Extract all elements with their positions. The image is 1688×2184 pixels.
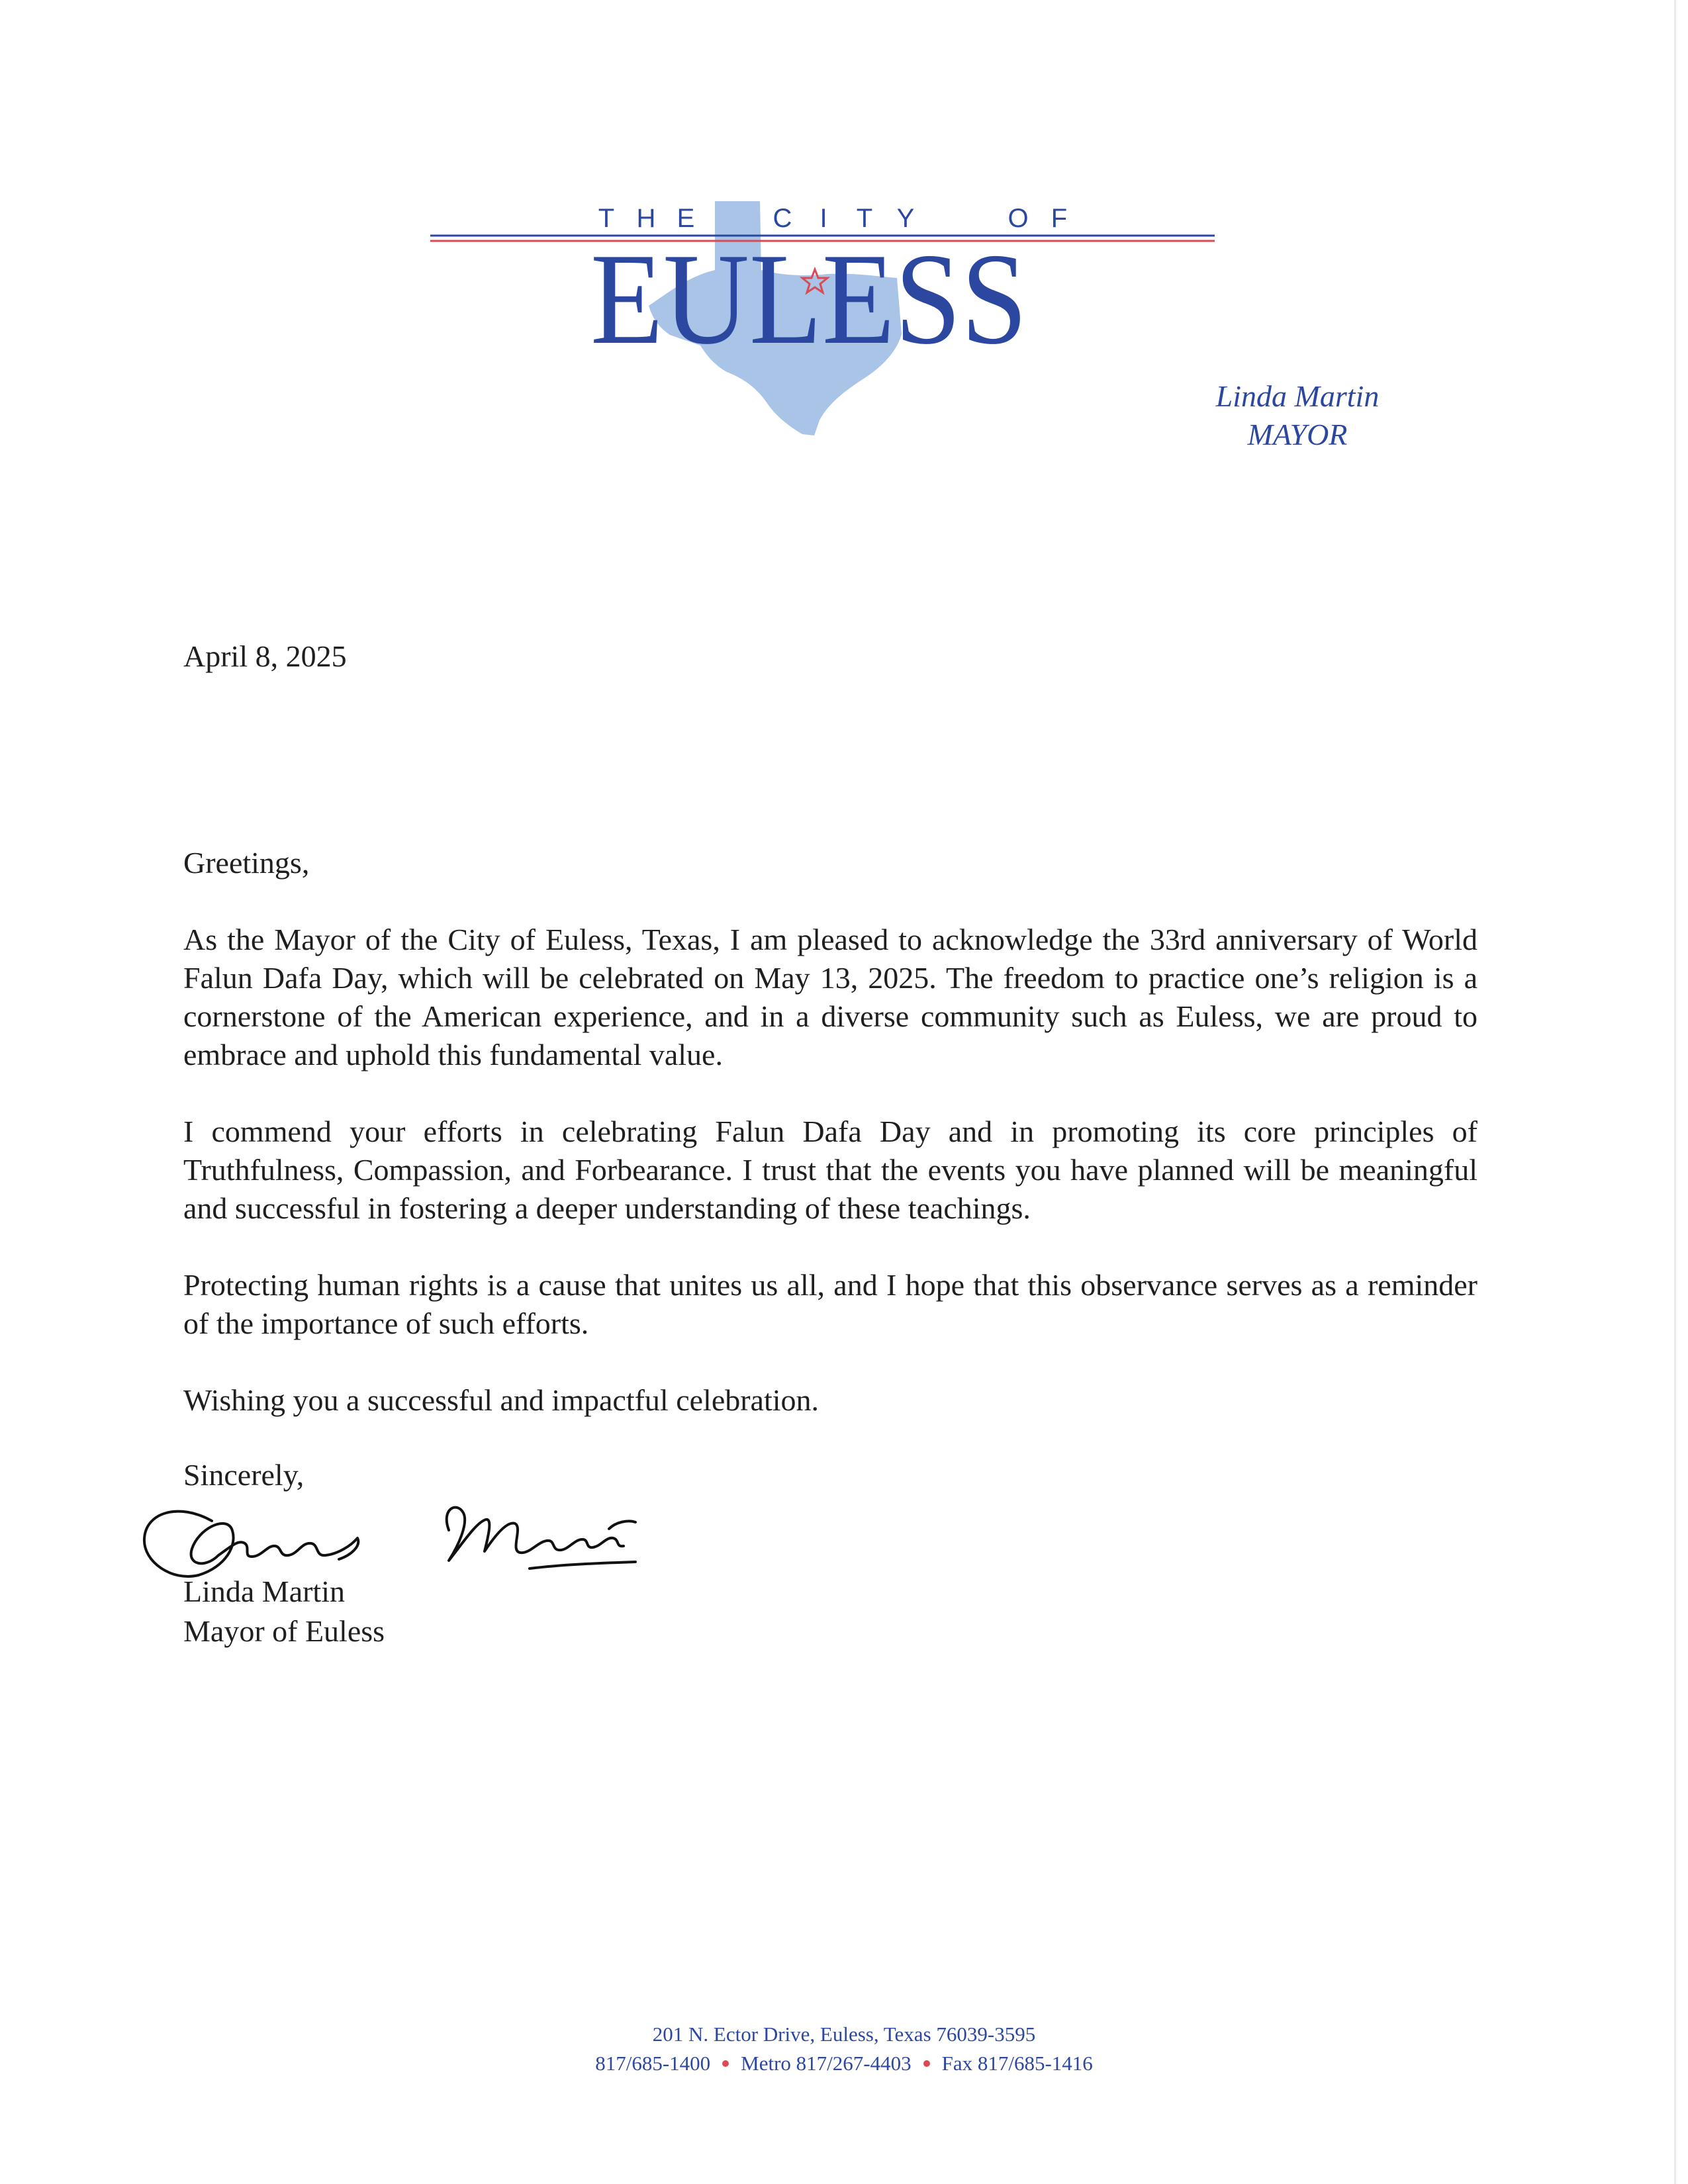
signer-name: Linda Martin xyxy=(183,1574,345,1608)
city-name: EULESS xyxy=(590,226,1027,371)
letterhead-letter: Y xyxy=(896,204,915,233)
letterhead-letter: T xyxy=(856,204,873,233)
letterhead-letter: E xyxy=(677,204,695,233)
footer-fax: Fax 817/685-1416 xyxy=(941,2052,1093,2075)
letterhead-letter: F xyxy=(1051,204,1068,233)
letterhead-letter: O xyxy=(1008,204,1029,233)
greeting: Greetings, xyxy=(183,846,310,880)
footer xyxy=(0,2020,1688,2078)
page-edge xyxy=(1674,0,1676,2184)
mayor-name: Linda Martin xyxy=(1215,379,1380,413)
bullet-icon xyxy=(923,2060,930,2067)
letter-body xyxy=(183,844,1477,1420)
paragraph: I commend your efforts in celebrating Falun Dafa Day and in promoting its core principles of Truthfulness, Compassion, and Forbearance. I trust that the events you have planned will be meaningful and successful in fostering a deeper understanding of these teachings. xyxy=(183,1115,1477,1225)
mayor-block xyxy=(1165,377,1430,454)
letterhead-logo xyxy=(424,192,1231,443)
footer-address: 201 N. Ector Drive, Euless, Texas 76039-3595 xyxy=(652,2023,1036,2046)
paragraph: Protecting human rights is a cause that unites us all, and I hope that this observance serves as a reminder of the importance of such efforts. xyxy=(183,1268,1477,1340)
bullet-icon xyxy=(722,2060,729,2067)
closing: Sincerely, xyxy=(183,1458,305,1492)
footer-contacts xyxy=(0,2049,1688,2078)
signer-block xyxy=(183,1572,385,1651)
letterhead-letter: I xyxy=(820,204,827,233)
paragraph: Wishing you a successful and impactful celebration. xyxy=(183,1383,820,1417)
letterhead-letter: H xyxy=(636,204,656,233)
letter-date: April 8, 2025 xyxy=(183,639,347,673)
letterhead-letter: C xyxy=(773,204,792,233)
signer-title: Mayor of Euless xyxy=(183,1614,385,1648)
paragraph: As the Mayor of the City of Euless, Texas, I am pleased to acknowledge the 33rd anniversary of World Falun Dafa Day, which will be celebrated on May 13, 2025. The freedom to practice one’s religion is a cornerstone of the American experience, and in a diverse community such as Euless, we are proud to embrace and uphold this fundamental value. xyxy=(183,923,1477,1071)
footer-phone: 817/685-1400 xyxy=(595,2052,711,2075)
mayor-title: MAYOR xyxy=(1247,418,1348,451)
footer-metro: Metro 817/267-4403 xyxy=(741,2052,912,2075)
letterhead-letter: T xyxy=(598,204,615,233)
